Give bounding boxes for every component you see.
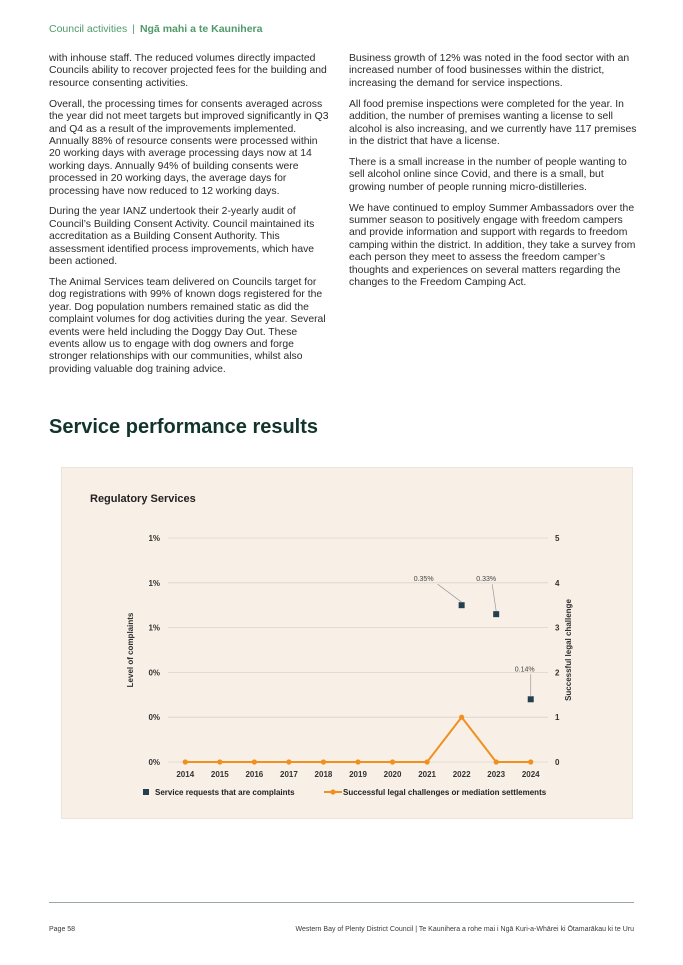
data-point-legal-challenges (494, 759, 499, 764)
page-header (49, 23, 262, 35)
data-point-legal-challenges (355, 759, 360, 764)
y-right-axis-title: Successful legal challenge (564, 599, 573, 701)
page-number: Page 58 (49, 926, 76, 933)
header-section-maori: Ngā mahi a te Kaunihera (139, 23, 263, 35)
data-label-leader (492, 584, 496, 611)
data-point-complaints (528, 696, 534, 702)
y-right-tick-label: 5 (555, 534, 560, 543)
regulatory-services-chart (62, 468, 634, 820)
x-tick-label: 2015 (210, 770, 229, 779)
legend-label-legal-challenges: Successful legal challenges or mediation settlements (343, 788, 547, 797)
y-right-tick-label: 4 (555, 578, 560, 588)
data-point-legal-challenges (390, 759, 395, 764)
data-point-complaints (493, 611, 499, 617)
x-tick-label: 2014 (176, 770, 195, 779)
data-point-legal-challenges (217, 759, 222, 764)
data-point-legal-challenges (528, 759, 533, 764)
y-left-tick-label: 1% (148, 623, 160, 633)
right-text-column (349, 53, 639, 298)
data-point-legal-challenges (459, 715, 464, 720)
data-label-leader (438, 584, 462, 602)
footer-divider (49, 902, 634, 903)
legend-label-complaints: Service requests that are complaints (155, 788, 295, 797)
data-label-complaints: 0.14% (514, 666, 535, 674)
chart-panel (61, 467, 633, 819)
chart-title: Regulatory Services (90, 493, 196, 505)
x-tick-label: 2018 (314, 770, 333, 779)
y-left-tick-label: 1% (148, 534, 160, 543)
data-label-complaints: 0.35% (413, 576, 434, 584)
x-tick-label: 2017 (280, 770, 298, 779)
y-right-tick-label: 1 (555, 713, 560, 723)
y-left-tick-label: 0% (148, 668, 160, 678)
y-left-tick-label: 0% (148, 713, 160, 723)
x-tick-label: 2023 (487, 770, 506, 779)
paragraph: with inhouse staff. The reduced volumes directly impacted Councils ability to recover projected fees for the building and resource consenting activities. (49, 53, 327, 89)
paragraph: We have continued to employ Summer Ambassadors over the summer season to positively engage with freedom campers and provide information and support with regards to freedom camping within the district. In addition, they take a survey from each person they meet to assess the freedom camper’s thoughts and experiences on several matters regarding the changes to the Freedom Camping Act. (349, 202, 636, 288)
x-tick-label: 2020 (383, 770, 402, 779)
paragraph: Business growth of 12% was noted in the food sector with an increased number of food businesses within the district, increasing the demand for service inspections. (349, 53, 630, 89)
data-point-legal-challenges (252, 759, 257, 764)
y-right-tick-label: 2 (555, 668, 560, 678)
left-text-column (49, 53, 329, 385)
y-right-tick-label: 3 (555, 623, 560, 633)
data-point-legal-challenges (286, 759, 291, 764)
legend-marker-legal-challenges (330, 789, 335, 794)
section-title: Service performance results (49, 416, 319, 438)
data-point-legal-challenges (424, 759, 429, 764)
paragraph: The Animal Services team delivered on Councils target for dog registrations with 99% of known dogs registered for the year. Dog population numbers remained static as did the complaint volumes for dog activities during the year. Several events were held including the Doggy Day Out. These events allow us to engage with dog owners and forge stronger relationships with our communities, whilst also providing valuable dog training advice. (49, 277, 326, 375)
series-line-legal-challenges (185, 717, 530, 762)
y-left-tick-label: 0% (148, 758, 160, 767)
y-left-axis-title: Level of complaints (126, 612, 135, 688)
y-left-tick-label: 1% (148, 578, 160, 588)
header-section: Council activities (49, 23, 128, 35)
paragraph: Overall, the processing times for consents averaged across the year did not meet targets but improved significantly in Q3 and Q4 as a result of the improvements implemented. Annually 88% of resource consents were processed within 20 working days with average processing days now at 14 working days. Annually 94% of building consents were processed in 20 working days, the average days for processing have now reduced to 12 working days. (49, 98, 329, 197)
data-point-legal-challenges (183, 759, 188, 764)
paragraph: During the year IANZ undertook their 2-yearly audit of Council’s Building Consent Activity. Council maintained its accreditation as a Building Consent Authority. This assessment identified process improvements, which have been actioned. (49, 206, 315, 268)
paragraph: There is a small increase in the number of people wanting to sell alcohol online since Covid, and there is a small, but growing number of people running micro-distilleries. (349, 156, 627, 193)
footer-publication: Western Bay of Plenty District Council | Te Kaunihera a rohe mai i Ngā Kuri-a-Whārei ki Ōtamarākau ki te Uru (295, 926, 634, 933)
x-tick-label: 2024 (521, 770, 540, 779)
x-tick-label: 2022 (452, 770, 471, 779)
data-point-complaints (459, 602, 465, 608)
x-tick-label: 2019 (349, 770, 367, 779)
y-right-tick-label: 0 (555, 758, 560, 767)
header-separator: | (132, 23, 135, 35)
paragraph: All food premise inspections were completed for the year. In addition, the number of premises wanting a license to sell alcohol is also increasing, and we currently have 117 premises in the district that have a license. (349, 98, 637, 147)
data-label-complaints: 0.33% (476, 576, 497, 584)
x-tick-label: 2016 (245, 770, 264, 779)
data-point-legal-challenges (321, 759, 326, 764)
legend-marker-complaints (143, 789, 149, 795)
x-tick-label: 2021 (418, 770, 436, 779)
